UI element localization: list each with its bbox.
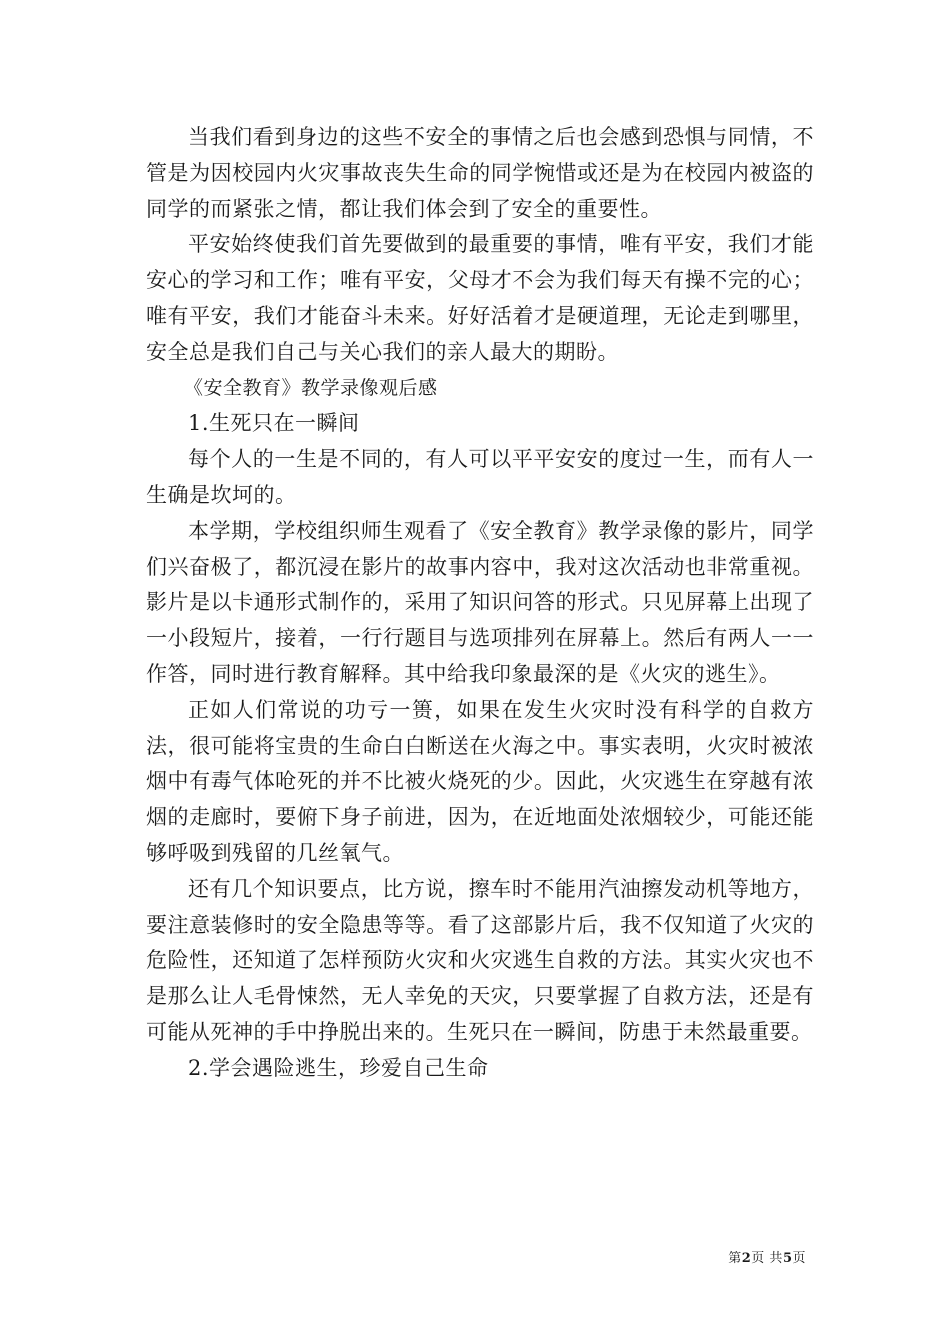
- footer-prefix: 第: [728, 1251, 742, 1266]
- heading-2: 2.学会遇险逃生，珍爱自己生命: [188, 1055, 489, 1080]
- paragraph-3: 每个人的一生是不同的，有人可以平平安安的度过一生，而有人一生确是坎坷的。: [146, 447, 814, 507]
- footer-middle: 页 共: [751, 1251, 783, 1266]
- footer-suffix: 页: [792, 1251, 806, 1266]
- paragraph-6: 还有几个知识要点，比方说，擦车时不能用汽油擦发动机等地方，要注意装修时的安全隐患等等。看了这部影片后，我不仅知道了火灾的危险性，还知道了怎样预防火灾和火灾逃生自救的方法。其实火灾也不是那么让人毛骨悚然，无人幸免的天灾，只要掌握了自救方法，还是有可能从死神的手中挣脱出来的。生死只在一瞬间，防患于未然最重要。: [146, 876, 814, 1044]
- section-title: 《安全教育》教学录像观后感: [184, 376, 438, 399]
- heading-1: 1.生死只在一瞬间: [188, 411, 360, 436]
- paragraph-1: 当我们看到身边的这些不安全的事情之后也会感到恐惧与同情，不管是为因校园内火灾事故丧失生命的同学惋惜或还是为在校园内被盗的同学的而紧张之情，都让我们体会到了安全的重要性。: [146, 125, 814, 221]
- document-body: [146, 120, 814, 1087]
- paragraph-2: 平安始终使我们首先要做到的最重要的事情，唯有平安，我们才能安心的学习和工作；唯有平安，父母才不会为我们每天有操不完的心；唯有平安，我们才能奋斗未来。好好活着才是硬道理，无论走到哪里，安全总是我们自己与关心我们的亲人最大的期盼。: [146, 232, 814, 364]
- paragraph-4: 本学期，学校组织师生观看了《安全教育》教学录像的影片，同学们兴奋极了，都沉浸在影片的故事内容中，我对这次活动也非常重视。影片是以卡通形式制作的，采用了知识问答的形式。只见屏幕上出现了一小段短片，接着，一行行题目与选项排列在屏幕上。然后有两人一一作答，同时进行教育解释。其中给我印象最深的是《火灾的逃生》。: [146, 518, 814, 686]
- paragraph-5: 正如人们常说的功亏一篑，如果在发生火灾时没有科学的自救方法，很可能将宝贵的生命白白断送在火海之中。事实表明，火灾时被浓烟中有毒气体呛死的并不比被火烧死的少。因此，火灾逃生在穿越有浓烟的走廊时，要俯下身子前进，因为，在近地面处浓烟较少，可能还能够呼吸到残留的几丝氧气。: [146, 697, 814, 865]
- total-page-number: 5: [782, 1251, 793, 1266]
- current-page-number: 2: [741, 1251, 752, 1266]
- page-number-footer: [728, 1247, 806, 1266]
